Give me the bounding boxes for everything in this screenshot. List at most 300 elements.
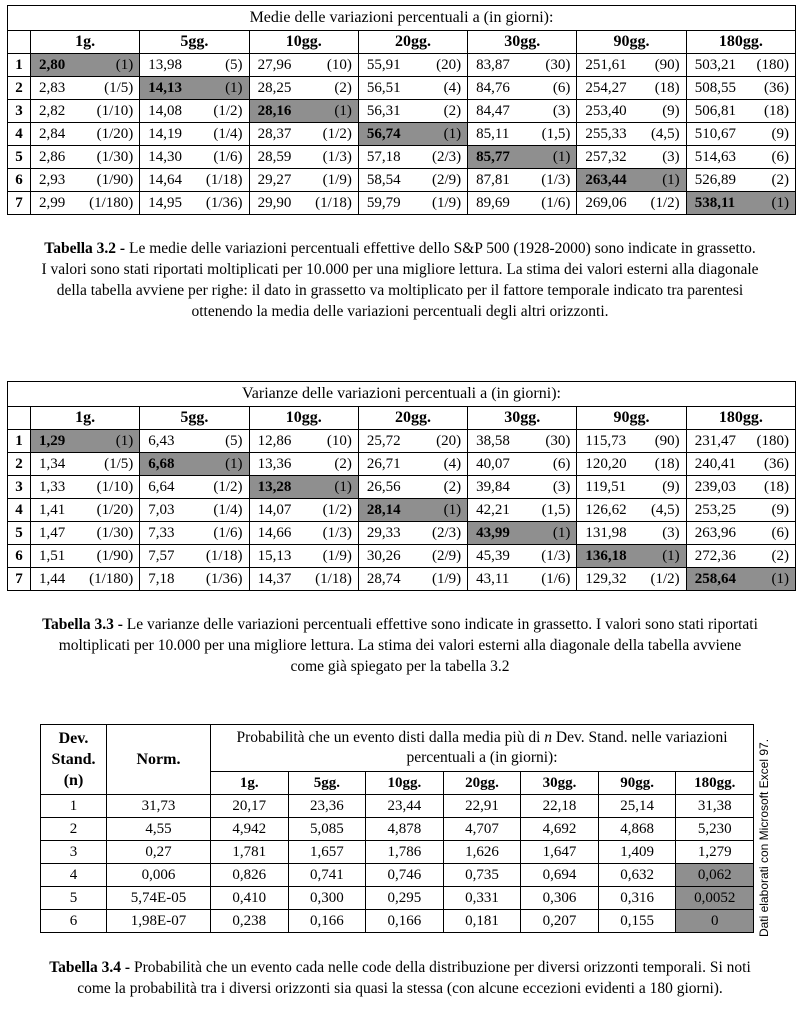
cell-value: 120,20: [585, 456, 627, 472]
table-cell: [358, 77, 467, 100]
cell-factor: (1/5): [104, 80, 134, 96]
cell-factor: (1/6): [213, 525, 243, 541]
column-header: 20gg.: [358, 31, 467, 54]
column-header: 180gg.: [686, 31, 795, 54]
table-cell: [31, 522, 140, 545]
cell-value: 14,66: [257, 525, 292, 541]
cell-value: 1,41: [39, 502, 66, 518]
table-cell: [140, 54, 249, 77]
cell-factor: (1/2): [322, 126, 352, 142]
cell-value: 7,18: [148, 571, 175, 587]
column-header: 1g.: [31, 407, 140, 430]
diagonal-cell: [249, 100, 358, 123]
table-cell: [468, 476, 577, 499]
cell-factor: (5): [225, 433, 243, 449]
caption-label: Tabella 3.2 -: [44, 240, 126, 257]
cell-value: 251,61: [585, 57, 627, 73]
table-cell: 22,18: [521, 795, 599, 818]
table-cell: 4,707: [443, 818, 521, 841]
table-cell: [358, 54, 467, 77]
table-medie: [7, 5, 796, 215]
cell-factor: (1): [443, 126, 462, 142]
cell-factor: (2/3): [431, 149, 462, 165]
cell-factor: (180): [756, 57, 789, 73]
cell-factor: (1/2): [650, 195, 680, 211]
cell-value: 45,39: [476, 548, 510, 564]
cell-value: 231,47: [694, 433, 736, 449]
dev-stand-header: Dev. Stand. (n): [41, 725, 107, 795]
table-cell: [140, 146, 249, 169]
table-varianze: [7, 381, 796, 591]
cell-factor: (2/3): [431, 525, 462, 541]
row-label: 5: [8, 146, 31, 169]
table-cell: [140, 192, 249, 215]
diagonal-cell: [249, 476, 358, 499]
cell-value: 7,57: [148, 548, 175, 564]
cell-value: 28,16: [257, 103, 292, 119]
row-label: 4: [8, 123, 31, 146]
cell-factor: (90): [654, 433, 680, 449]
cell-value: 42,21: [476, 502, 510, 518]
table-cell: 0,746: [366, 864, 444, 887]
cell-factor: (2): [443, 103, 462, 119]
cell-value: 263,44: [585, 172, 627, 188]
diagonal-cell: [577, 169, 686, 192]
cell-value: 14,30: [148, 149, 183, 165]
table-cell: [358, 568, 467, 591]
cell-factor: (1): [115, 433, 134, 449]
cell-value: 508,55: [694, 80, 736, 96]
cell-value: 13,28: [257, 479, 292, 495]
table-cell: [140, 568, 249, 591]
cell-value: 526,89: [694, 172, 736, 188]
cell-factor: (10): [326, 433, 352, 449]
caption-tabella-3-3: [40, 614, 760, 677]
cell-value: 56,31: [366, 103, 401, 119]
norm-cell: 0,006: [107, 864, 211, 887]
table-cell: 0,300: [288, 887, 366, 910]
cell-value: 129,32: [585, 571, 627, 587]
table-cell: [31, 146, 140, 169]
column-header: 90gg.: [577, 407, 686, 430]
dev-n-cell: 3: [41, 841, 107, 864]
row-label: 2: [8, 453, 31, 476]
cell-value: 253,40: [585, 103, 627, 119]
dev-n-cell: 2: [41, 818, 107, 841]
table-cell: [249, 123, 358, 146]
cell-factor: (4): [443, 80, 462, 96]
column-header: 5gg.: [140, 31, 249, 54]
cell-factor: (5): [225, 57, 243, 73]
table-cell: [249, 545, 358, 568]
row-label: 3: [8, 100, 31, 123]
cell-factor: (1/18): [315, 195, 352, 211]
cell-factor: (18): [764, 479, 789, 495]
caption-label: Tabella 3.3 -: [42, 616, 123, 633]
cell-factor: (1/180): [89, 571, 134, 587]
cell-value: 56,74: [366, 126, 401, 142]
corner-cell: [8, 407, 31, 430]
table-cell: [358, 146, 467, 169]
table-cell: 0,694: [521, 864, 599, 887]
table-cell: [140, 430, 249, 453]
row-label: 3: [8, 476, 31, 499]
cell-factor: (4,5): [650, 502, 680, 518]
cell-value: 254,27: [585, 80, 627, 96]
cell-factor: (36): [764, 456, 789, 472]
cell-factor: (180): [756, 433, 789, 449]
cell-factor: (4): [443, 456, 462, 472]
cell-factor: (1/3): [322, 149, 352, 165]
table-cell: [577, 54, 686, 77]
table-cell: 4,692: [521, 818, 599, 841]
cell-factor: (1/6): [541, 195, 571, 211]
cell-factor: (1): [443, 502, 462, 518]
cell-factor: (30): [545, 57, 571, 73]
prob-header-post: Dev. Stand. nelle variazioni percentuali a (in giorni):: [406, 729, 728, 766]
cell-factor: (18): [654, 456, 680, 472]
cell-value: 1,33: [39, 479, 66, 495]
cell-value: 28,37: [257, 126, 292, 142]
cell-value: 2,93: [39, 172, 66, 188]
table-cell: [31, 169, 140, 192]
table-cell: 0,735: [443, 864, 521, 887]
table-cell: [31, 123, 140, 146]
column-header: 30gg.: [468, 407, 577, 430]
dev-n-cell: 1: [41, 795, 107, 818]
dev-n-cell: 5: [41, 887, 107, 910]
cell-factor: (20): [436, 433, 462, 449]
cell-value: 59,79: [366, 195, 401, 211]
cell-factor: (6): [552, 456, 571, 472]
cell-factor: (6): [771, 149, 789, 165]
table-cell: 4,878: [366, 818, 444, 841]
table-row: [41, 841, 754, 864]
table-cell: 23,36: [288, 795, 366, 818]
cell-value: 12,86: [257, 433, 292, 449]
table-cell: [249, 169, 358, 192]
table-cell: [468, 545, 577, 568]
highlighted-cell: 0: [676, 910, 754, 933]
cell-factor: (1): [334, 479, 352, 495]
highlighted-cell: 0,0052: [676, 887, 754, 910]
cell-factor: (1/4): [213, 502, 243, 518]
cell-factor: (1/90): [96, 172, 134, 188]
cell-value: 57,18: [366, 149, 401, 165]
table-row: [41, 795, 754, 818]
table-cell: [686, 169, 795, 192]
cell-value: 14,95: [148, 195, 183, 211]
cell-value: 27,96: [257, 57, 292, 73]
cell-factor: (18): [654, 80, 680, 96]
cell-factor: (1/2): [650, 571, 680, 587]
cell-value: 85,77: [476, 149, 510, 165]
cell-factor: (1): [115, 57, 134, 73]
table-cell: 0,207: [521, 910, 599, 933]
diagonal-cell: [31, 430, 140, 453]
table-cell: [577, 100, 686, 123]
table-cell: 1,781: [211, 841, 289, 864]
side-note: [753, 730, 775, 945]
cell-factor: (1/20): [96, 502, 134, 518]
table-row: [8, 545, 796, 568]
cell-factor: (1/9): [431, 571, 462, 587]
cell-factor: (20): [436, 57, 462, 73]
table-cell: [358, 522, 467, 545]
caption-tabella-3-2: [40, 238, 760, 322]
cell-factor: (30): [545, 433, 571, 449]
table-cell: [140, 499, 249, 522]
row-label: 2: [8, 77, 31, 100]
table-cell: 0,166: [288, 910, 366, 933]
table-cell: [686, 123, 795, 146]
table-row: [8, 568, 796, 591]
cell-value: 126,62: [585, 502, 627, 518]
cell-value: 28,74: [366, 571, 401, 587]
diagonal-cell: [686, 568, 795, 591]
table-row: [41, 910, 754, 933]
cell-value: 119,51: [585, 479, 627, 495]
cell-factor: (4,5): [650, 126, 680, 142]
cell-value: 1,44: [39, 571, 66, 587]
cell-value: 30,26: [366, 548, 401, 564]
cell-value: 2,80: [39, 57, 66, 73]
column-header: 180gg.: [676, 772, 754, 795]
cell-factor: (1): [225, 80, 243, 96]
cell-factor: (1/3): [322, 525, 352, 541]
table-cell: [686, 499, 795, 522]
norm-cell: 5,74E-05: [107, 887, 211, 910]
column-header: 30gg.: [468, 31, 577, 54]
cell-value: 2,99: [39, 195, 66, 211]
diagonal-cell: [358, 123, 467, 146]
table-row: [8, 430, 796, 453]
cell-factor: (1/18): [205, 172, 243, 188]
cell-value: 85,11: [476, 126, 510, 142]
cell-value: 7,33: [148, 525, 175, 541]
column-header: 10gg.: [249, 407, 358, 430]
cell-factor: (1/9): [431, 195, 462, 211]
cell-factor: (1/30): [96, 149, 134, 165]
cell-value: 25,72: [366, 433, 401, 449]
cell-factor: (36): [764, 80, 789, 96]
table-cell: [577, 430, 686, 453]
table-row: [8, 499, 796, 522]
table-row: [8, 100, 796, 123]
table-cell: 5,230: [676, 818, 754, 841]
table-cell: 23,44: [366, 795, 444, 818]
row-label: 1: [8, 54, 31, 77]
cell-value: 2,86: [39, 149, 66, 165]
table-cell: 0,741: [288, 864, 366, 887]
table-cell: [577, 568, 686, 591]
table-row: [8, 453, 796, 476]
cell-value: 538,11: [694, 195, 736, 211]
norm-cell: 0,27: [107, 841, 211, 864]
prob-header: [211, 725, 754, 772]
table-cell: [686, 430, 795, 453]
diagonal-cell: [468, 146, 577, 169]
table-cell: [577, 192, 686, 215]
cell-factor: (1/2): [322, 502, 352, 518]
table-cell: 0,238: [211, 910, 289, 933]
diagonal-cell: [577, 545, 686, 568]
table-cell: [358, 430, 467, 453]
cell-value: 15,13: [257, 548, 292, 564]
cell-value: 14,19: [148, 126, 183, 142]
caption-label: Tabella 3.4 -: [49, 959, 131, 976]
cell-value: 87,81: [476, 172, 510, 188]
table-row: [8, 54, 796, 77]
cell-value: 269,06: [585, 195, 627, 211]
corner-cell: [8, 31, 31, 54]
row-label: 6: [8, 169, 31, 192]
cell-value: 38,58: [476, 433, 510, 449]
cell-factor: (18): [764, 103, 789, 119]
cell-value: 2,84: [39, 126, 66, 142]
column-header: 1g.: [31, 31, 140, 54]
cell-factor: (9): [662, 479, 680, 495]
cell-value: 84,47: [476, 103, 510, 119]
cell-value: 6,43: [148, 433, 175, 449]
cell-value: 28,14: [366, 502, 401, 518]
cell-value: 1,34: [39, 456, 66, 472]
table-cell: [577, 453, 686, 476]
table-cell: [686, 77, 795, 100]
cell-factor: (1/18): [315, 571, 352, 587]
cell-value: 2,83: [39, 80, 66, 96]
cell-value: 263,96: [694, 525, 736, 541]
table-cell: [249, 77, 358, 100]
cell-factor: (2/9): [431, 172, 462, 188]
cell-value: 240,41: [694, 456, 736, 472]
cell-factor: (1/180): [89, 195, 134, 211]
table-cell: 0,181: [443, 910, 521, 933]
cell-value: 7,03: [148, 502, 175, 518]
table-cell: [686, 522, 795, 545]
table-cell: [249, 430, 358, 453]
norm-cell: 1,98E-07: [107, 910, 211, 933]
diagonal-cell: [140, 77, 249, 100]
table-cell: [468, 568, 577, 591]
cell-factor: (1): [334, 103, 352, 119]
table-cell: [468, 499, 577, 522]
row-label: 1: [8, 430, 31, 453]
table-cell: [686, 476, 795, 499]
cell-value: 26,71: [366, 456, 401, 472]
table-cell: [358, 100, 467, 123]
cell-factor: (3): [552, 479, 571, 495]
table-row: [41, 887, 754, 910]
cell-factor: (1): [662, 548, 680, 564]
table-cell: [577, 146, 686, 169]
table-cell: 0,632: [598, 864, 676, 887]
cell-value: 13,98: [148, 57, 183, 73]
cell-factor: (1/10): [96, 103, 134, 119]
cell-value: 6,68: [148, 456, 175, 472]
cell-factor: (6): [552, 80, 571, 96]
cell-factor: (1/30): [96, 525, 134, 541]
table-cell: [468, 430, 577, 453]
table-cell: 0,331: [443, 887, 521, 910]
table-cell: 20,17: [211, 795, 289, 818]
table-cell: 1,409: [598, 841, 676, 864]
table-cell: [249, 453, 358, 476]
cell-value: 136,18: [585, 548, 627, 564]
cell-factor: (1): [552, 525, 571, 541]
cell-value: 14,07: [257, 502, 292, 518]
dev-n-cell: 6: [41, 910, 107, 933]
table-row: [8, 77, 796, 100]
cell-factor: (2): [443, 479, 462, 495]
table-cell: 4,942: [211, 818, 289, 841]
table-cell: [140, 522, 249, 545]
table-cell: 1,657: [288, 841, 366, 864]
table-row: [41, 864, 754, 887]
cell-value: 272,36: [694, 548, 736, 564]
column-header: 180gg.: [686, 407, 795, 430]
row-label: 7: [8, 192, 31, 215]
row-label: 6: [8, 545, 31, 568]
cell-value: 257,32: [585, 149, 627, 165]
cell-factor: (2): [771, 172, 789, 188]
table-cell: [140, 545, 249, 568]
cell-value: 43,99: [476, 525, 510, 541]
table-cell: [31, 545, 140, 568]
diagonal-cell: [140, 453, 249, 476]
table-cell: 1,786: [366, 841, 444, 864]
cell-factor: (1/4): [213, 126, 243, 142]
table-cell: [31, 77, 140, 100]
cell-factor: (1/6): [213, 149, 243, 165]
cell-value: 13,36: [257, 456, 292, 472]
table-title: Varianze delle variazioni percentuali a (in giorni):: [8, 382, 796, 407]
cell-value: 510,67: [694, 126, 736, 142]
table-cell: [31, 192, 140, 215]
table-cell: [249, 54, 358, 77]
table-cell: 22,91: [443, 795, 521, 818]
table-cell: [249, 499, 358, 522]
cell-value: 89,69: [476, 195, 510, 211]
diagonal-cell: [31, 54, 140, 77]
table-cell: [468, 54, 577, 77]
cell-value: 14,37: [257, 571, 292, 587]
table-cell: [31, 568, 140, 591]
diagonal-cell: [468, 522, 577, 545]
table-cell: [358, 192, 467, 215]
column-header: 30gg.: [521, 772, 599, 795]
table-cell: [249, 192, 358, 215]
cell-value: 58,54: [366, 172, 401, 188]
table-cell: [686, 453, 795, 476]
cell-factor: (1/3): [541, 172, 571, 188]
cell-factor: (1/2): [213, 103, 243, 119]
table-cell: 1,626: [443, 841, 521, 864]
row-label: 5: [8, 522, 31, 545]
column-header: 10gg.: [249, 31, 358, 54]
cell-value: 131,98: [585, 525, 627, 541]
caption-text: Probabilità che un evento cada nelle code della distribuzione per diversi orizzonti temporali. Si noti come la probabilità tra i diversi orizzonti sia quasi la stessa (con alcune eccezioni evidenti a 180 giorni).: [77, 959, 751, 997]
table-cell: 25,14: [598, 795, 676, 818]
cell-value: 14,08: [148, 103, 183, 119]
cell-value: 503,21: [694, 57, 736, 73]
cell-value: 29,33: [366, 525, 401, 541]
table-cell: [577, 123, 686, 146]
table-row: [8, 522, 796, 545]
cell-value: 1,47: [39, 525, 66, 541]
table-cell: [686, 146, 795, 169]
cell-value: 40,07: [476, 456, 510, 472]
